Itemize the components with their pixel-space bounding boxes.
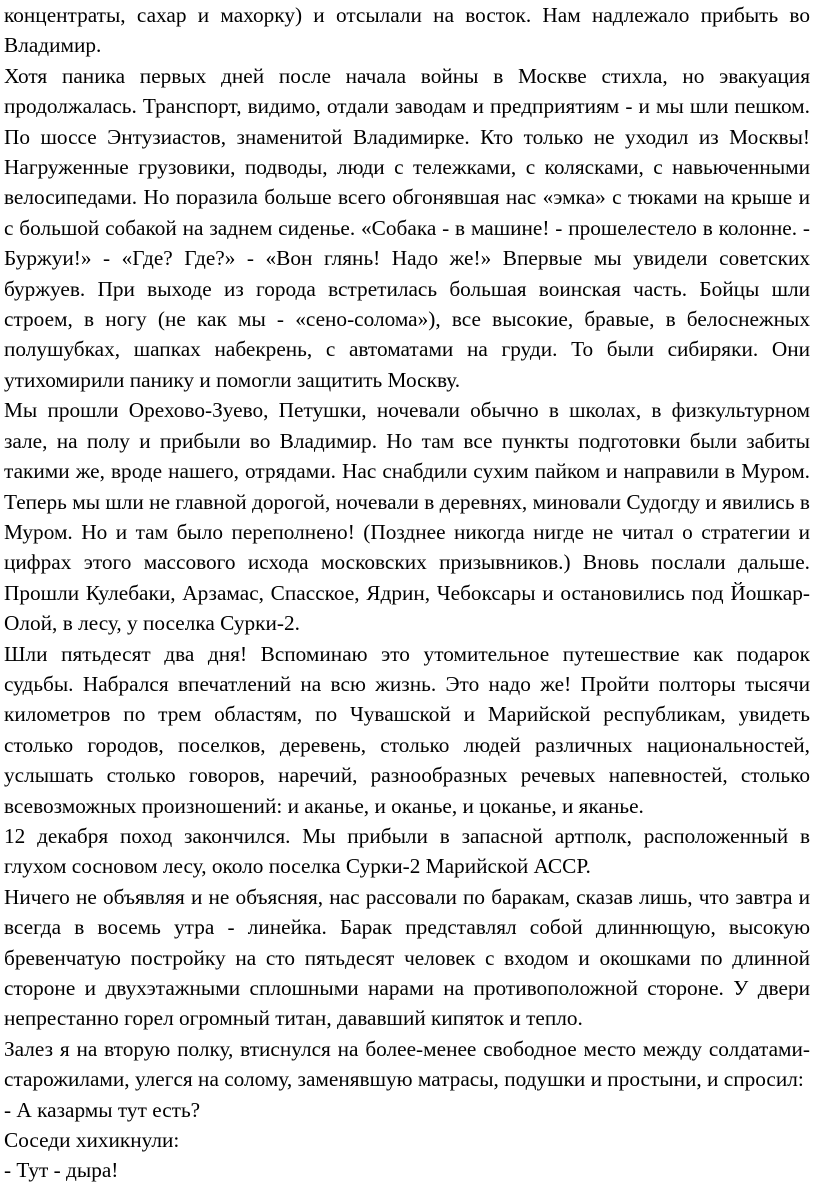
paragraph: Ничего не объявляя и не объясняя, нас рассовали по баракам, сказав лишь, что завтра и всегда в восемь утра - линейка. Барак представлял собой длиннющую, высокую бревенчатую постройку на сто пятьдесят человек с входом и окошками по длинной стороне и двухэтажными сплошными нарами на противоположной стороне. У двери непрестанно горел огромный титан, дававший кипяток и тепло. <box>4 884 810 1031</box>
dialog-line: Соседи хихикнули: <box>4 1128 180 1153</box>
paragraph: концентраты, сахар и махорку) и отсылали на восток. Нам надлежало прибыть во Владимир. <box>4 3 810 58</box>
paragraph: Хотя паника первых дней после начала войны в Москве стихла, но эвакуация продолжалась. Транспорт, видимо, отдали заводам и предприятиям - и мы шли пешком. По шоссе Энтузиастов, знаменитой Владимирке. Кто только не уходил из Москвы! Нагруженные грузовики, подводы, люди с тележками, с колясками, с навьюченными велосипедами. Но поразила больше всего обгонявшая нас «эмка» с тюками на крыше и с большой собакой на заднем сиденье. «Собака - в машине! - прошелестело в колонне. - Буржуи!» - «Где? Где?» - «Вон глянь! Надо же!» Впервые мы увидели советских буржуев. При выходе из города встретилась большая воинская часть. Бойцы шли строем, в ногу (не как мы - «сено-солома»), все высокие, бравые, в белоснежных полушубках, шапках набекрень, с автоматами на груди. То были сибиряки. Они утихомирили панику и помогли защитить Москву. <box>4 63 810 392</box>
paragraph: Залез я на вторую полку, втиснулся на более-менее свободное место между солдатами-старожилами, улегся на солому, заменявшую матрасы, подушки и простыни, и спросил: <box>4 1036 810 1092</box>
paragraph: Шли пятьдесят два дня! Вспоминаю это утомительное путешествие как подарок судьбы. Набрался впечатлений на всю жизнь. Это надо же! Пройти полторы тысячи километров по трем областям, по Чувашской и Марийской республикам, увидеть столько городов, поселков, деревень, столько людей различных национальностей, услышать столько говоров, наречий, разнообразных речевых напевностей, столько всевозможных произношений: и аканье, и оканье, и цоканье, и яканье. <box>4 641 810 818</box>
dialog-line: - Тут - дыра! <box>4 1158 119 1183</box>
dialog-line: - А казармы тут есть? <box>4 1097 201 1122</box>
paragraph: Мы прошли Орехово-Зуево, Петушки, ночевали обычно в школах, в физкультурном зале, на полу и прибыли во Владимир. Но там все пункты подготовки были забиты такими же, вроде нашего, отрядами. Нас снабдили сухим пайком и направили в Муром. Теперь мы шли не главной дорогой, ночевали в деревнях, миновали Судогду и явились в Муром. Но и там было переполнено! (Позднее никогда нигде не читал о стратегии и цифрах этого массового исхода московских призывников.) Вновь послали дальше. Прошли Кулебаки, Арзамас, Спасское, Ядрин, Чебоксары и остановились под Йошкар-Олой, в лесу, у поселка Сурки-2. <box>4 398 810 636</box>
paragraph: 12 декабря поход закончился. Мы прибыли в запасной артполк, расположенный в глухом сосновом лесу, около поселка Сурки-2 Марийской АССР. <box>4 823 810 879</box>
